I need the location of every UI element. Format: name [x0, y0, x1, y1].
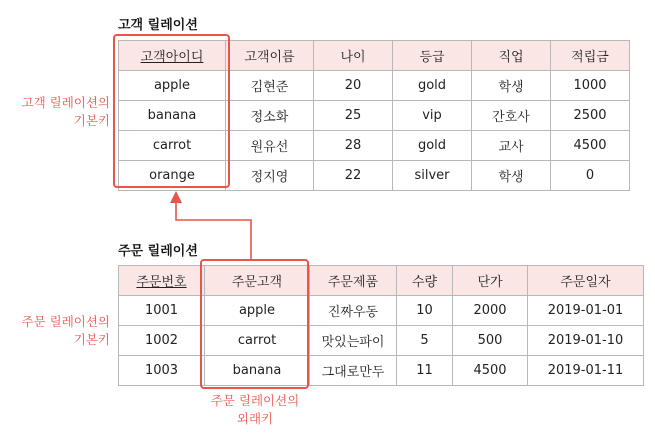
table-cell: 2019-01-01 [528, 296, 644, 326]
table-cell: 22 [314, 161, 393, 191]
table-cell: 4500 [551, 131, 630, 161]
table-cell: 1002 [119, 326, 205, 356]
column-header-order-product: 주문제품 [310, 266, 397, 296]
table-cell: 11 [397, 356, 453, 386]
table-cell: banana [119, 101, 226, 131]
table-row [119, 356, 644, 386]
table-cell: 원유선 [226, 131, 314, 161]
table-cell: 간호사 [472, 101, 551, 131]
table-cell: 2000 [453, 296, 528, 326]
column-header-grade: 등급 [393, 41, 472, 71]
table-cell: 김현준 [226, 71, 314, 101]
table-cell: vip [393, 101, 472, 131]
table-cell: 2019-01-11 [528, 356, 644, 386]
column-header-quantity: 수량 [397, 266, 453, 296]
table-cell: 25 [314, 101, 393, 131]
table-cell: gold [393, 71, 472, 101]
order-foreign-key-label: 주문 릴레이션의 외래키 [210, 393, 300, 426]
column-header-job: 직업 [472, 41, 551, 71]
table-cell: carrot [119, 131, 226, 161]
table-cell: 학생 [472, 71, 551, 101]
column-header-points: 적립금 [551, 41, 630, 71]
order-primary-key-label: 주문 릴레이션의 기본키 [21, 314, 110, 347]
table-cell: 500 [453, 326, 528, 356]
table-cell: 맛있는파이 [310, 326, 397, 356]
column-header-order-date: 주문일자 [528, 266, 644, 296]
column-header-age: 나이 [314, 41, 393, 71]
order-relation-title: 주문 릴레이션 [118, 244, 198, 259]
column-header-order-number: 주문번호 [119, 266, 205, 296]
table-cell: 1000 [551, 71, 630, 101]
table-cell: 20 [314, 71, 393, 101]
table-cell: 4500 [453, 356, 528, 386]
table-cell: orange [119, 161, 226, 191]
table-cell: 학생 [472, 161, 551, 191]
table-cell: 2500 [551, 101, 630, 131]
table-cell: apple [205, 296, 310, 326]
table-cell: 정지영 [226, 161, 314, 191]
table-cell: 2019-01-10 [528, 326, 644, 356]
order-relation-table [118, 265, 644, 386]
table-cell: 28 [314, 131, 393, 161]
table-cell: 0 [551, 161, 630, 191]
table-cell: 정소화 [226, 101, 314, 131]
table-cell: carrot [205, 326, 310, 356]
column-header-customer-name: 고객이름 [226, 41, 314, 71]
customer-relation-title: 고객 릴레이션 [118, 18, 198, 33]
column-header-unit-price: 단가 [453, 266, 528, 296]
table-cell: 10 [397, 296, 453, 326]
column-header-order-customer: 주문고객 [205, 266, 310, 296]
table-cell: 교사 [472, 131, 551, 161]
table-cell: 진짜우동 [310, 296, 397, 326]
table-cell: 5 [397, 326, 453, 356]
table-cell: 그대로만두 [310, 356, 397, 386]
table-cell: 1003 [119, 356, 205, 386]
table-row [119, 296, 644, 326]
customer-primary-key-label: 고객 릴레이션의 기본키 [21, 95, 110, 128]
table-cell: gold [393, 131, 472, 161]
table-cell: 1001 [119, 296, 205, 326]
table-cell: apple [119, 71, 226, 101]
table-cell: silver [393, 161, 472, 191]
column-header-customer-id: 고객아이디 [119, 41, 226, 71]
table-header-row [119, 266, 644, 296]
table-cell: banana [205, 356, 310, 386]
table-row [119, 326, 644, 356]
